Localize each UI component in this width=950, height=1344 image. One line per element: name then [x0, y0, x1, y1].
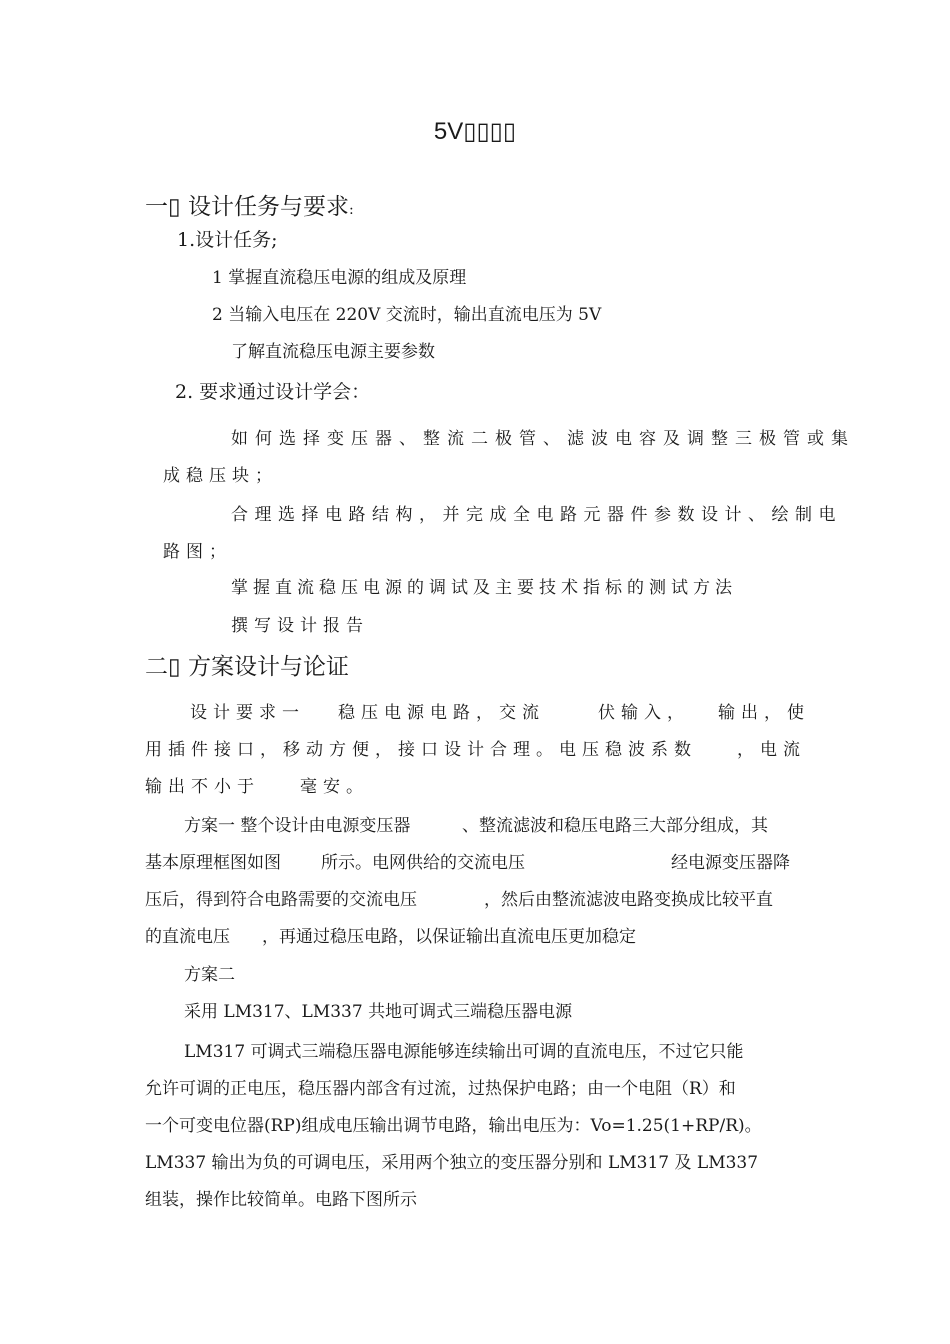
req-line-1b: 稳压电源电路，交流: [338, 703, 545, 723]
learn-line-2: 成稳压块；: [163, 466, 278, 486]
section-1-heading-colon: :: [348, 202, 354, 218]
plan2-label: 方案二: [184, 965, 235, 985]
req-line-2a: 用插件接口，移动方便，接口设计合理。电压稳波系数: [145, 740, 697, 760]
plan2-line-6: 组装，操作比较简单。电路下图所示: [145, 1190, 417, 1210]
req-line-1a: 设计要求一: [190, 703, 305, 723]
section-1-heading-text: 一▯ 设计任务与要求: [145, 194, 349, 220]
learn-line-1: 如何选择变压器、整流二极管、滤波电容及调整三极管或集: [231, 429, 855, 449]
document-title: 5V▯▯▯▯: [433, 118, 517, 145]
learn-line-3: 合理选择电路结构，并完成全电路元器件参数设计、绘制电: [231, 505, 842, 525]
plan1-line-3b: ，然后由整流滤波电路变换成比较平直: [484, 890, 773, 910]
plan1-line-2a: 基本原理框图如图: [145, 853, 281, 873]
task-item-2: 2 当输入电压在 220V 交流时，输出直流电压为 5V: [212, 305, 602, 325]
req-line-1d: 输出，使: [718, 703, 810, 723]
plan2-line-5: LM337 输出为负的可调电压，采用两个独立的变压器分别和 LM317 及 LM337: [145, 1153, 759, 1173]
learn-line-4: 路图；: [163, 542, 232, 562]
subsection-2-heading: 2. 要求通过设计学会：: [175, 381, 371, 403]
plan2-line-4: 一个可变电位器(RP)组成电压输出调节电路，输出电压为：Vo=1.25(1+RP/R)。: [145, 1116, 762, 1136]
plan2-line-1: 采用 LM317、LM337 共地可调式三端稳压器电源: [184, 1002, 573, 1022]
req-line-2b: ，电流: [737, 740, 806, 760]
task-item-1: 1 掌握直流稳压电源的组成及原理: [212, 268, 467, 288]
plan1-line-1b: 、整流滤波和稳压电路三大部分组成，其: [462, 816, 768, 836]
plan2-line-2: LM317 可调式三端稳压器电源能够连续输出可调的直流电压，不过它只能: [184, 1042, 744, 1062]
learn-line-6: 撰写设计报告: [231, 616, 369, 636]
task-item-3: 了解直流稳压电源主要参数: [231, 342, 435, 362]
section-2-heading: 二▯ 方案设计与论证: [145, 654, 349, 680]
plan1-line-3a: 压后，得到符合电路需要的交流电压: [145, 890, 417, 910]
req-line-3b: 毫安。: [300, 777, 369, 797]
req-line-1c: 伏输入，: [598, 703, 690, 723]
plan2-line-3: 允许可调的正电压，稳压器内部含有过流，过热保护电路；由一个电阻（R）和: [145, 1079, 736, 1099]
plan1-line-1a: 方案一 整个设计由电源变压器: [184, 816, 411, 836]
subsection-1-heading: 1.设计任务;: [177, 229, 278, 251]
req-line-3a: 输出不小于: [145, 777, 260, 797]
plan1-line-4a: 的直流电压: [145, 927, 230, 947]
plan1-line-2c: 经电源变压器降: [671, 853, 790, 873]
learn-line-5: 掌握直流稳压电源的调试及主要技术指标的测试方法: [231, 578, 737, 598]
section-1-heading: [145, 196, 354, 219]
plan1-line-2b: 所示。电网供给的交流电压: [321, 853, 525, 873]
plan1-line-4b: ，再通过稳压电路，以保证输出直流电压更加稳定: [262, 927, 636, 947]
